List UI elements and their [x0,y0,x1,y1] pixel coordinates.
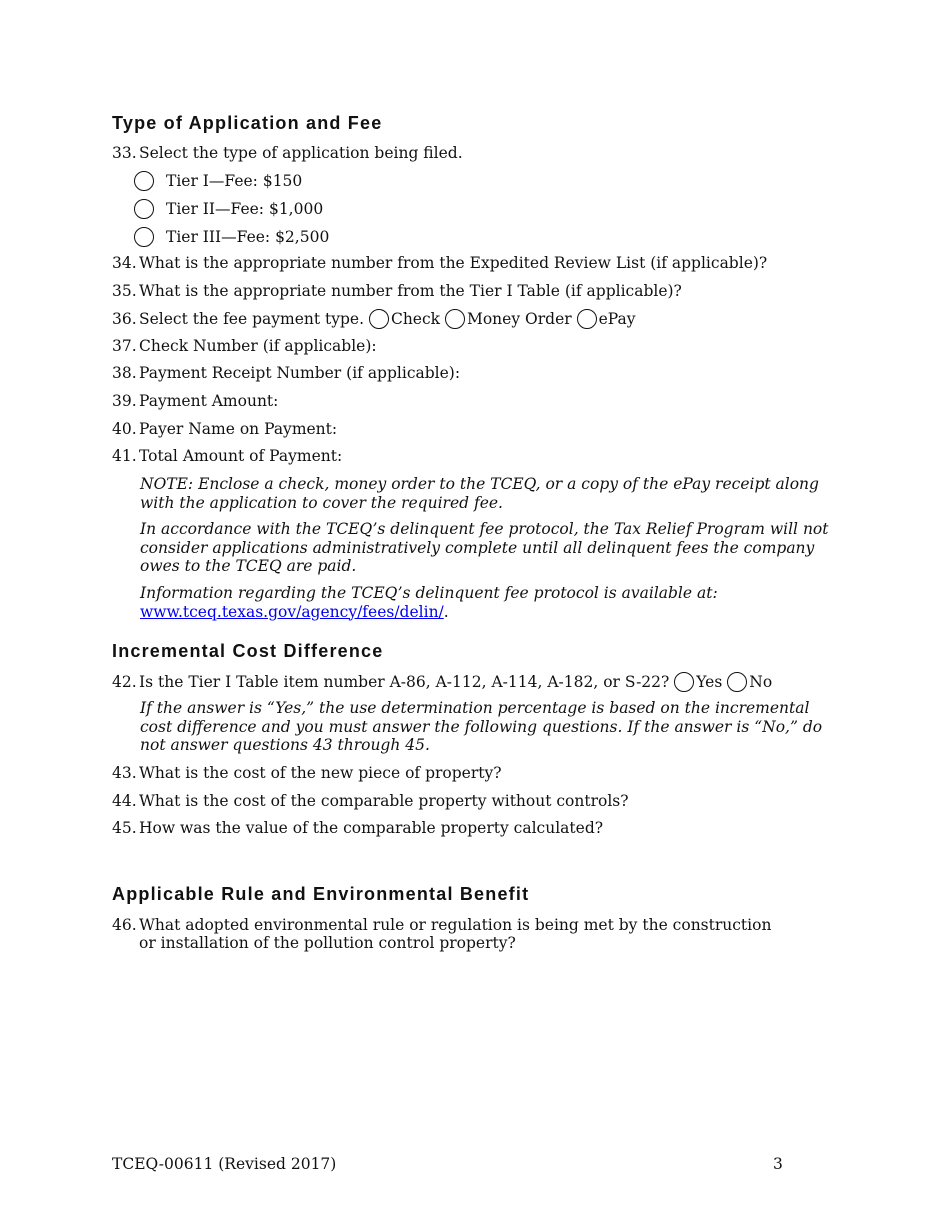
question-number: 34. [112,254,137,272]
question-number: 39. [112,392,137,410]
question-number: 45. [112,819,137,837]
radio-option-yes[interactable] [674,673,722,691]
question-text: Select the fee payment type. [139,310,365,328]
radio-option-no[interactable] [727,673,772,691]
radio-option-check[interactable] [369,310,440,328]
question-text: What is the appropriate number from the Expedited Review List (if applicable)? [139,254,768,272]
question-number: 33. [112,144,137,162]
radio-label: Tier I—Fee: $150 [166,172,303,190]
question-45 [112,819,603,837]
radio-label: Money Order [466,310,572,328]
section-title-fee: Type of Application and Fee [112,113,383,133]
question-text: Check Number (if applicable): [139,337,377,355]
question-35 [112,282,682,300]
question-number: 46. [112,916,137,934]
info-text: Information regarding the TCEQ’s delinquent fee protocol is available at: [140,584,718,602]
radio-option-tier3[interactable] [134,227,329,247]
radio-label: Tier II—Fee: $1,000 [166,200,324,218]
radio-button[interactable] [134,227,154,247]
question-text: Total Amount of Payment: [139,447,343,465]
radio-label: ePay [598,310,636,328]
question-44 [112,792,629,810]
question-number: 37. [112,337,137,355]
question-37 [112,337,377,355]
radio-button[interactable] [134,171,154,191]
question-text: Payment Receipt Number (if applicable): [139,364,461,382]
question-text: How was the value of the comparable property calculated? [139,819,604,837]
question-number: 44. [112,792,137,810]
radio-option-epay[interactable] [577,310,636,328]
radio-option-tier1[interactable] [134,171,302,191]
radio-option-tier2[interactable] [134,199,323,219]
note-enclose: NOTE: Enclose a check, money order to the TCEQ, or a copy of the ePay receipt along with the application to cover the required fee. [140,475,819,512]
question-34 [112,254,767,272]
question-38 [112,364,460,382]
note-info [140,584,842,621]
question-text: What is the appropriate number from the Tier I Table (if applicable)? [139,282,682,300]
question-42 [112,672,772,692]
question-text: What is the cost of the comparable property without controls? [139,792,629,810]
note-delinquent: In accordance with the TCEQ’s delinquent fee protocol, the Tax Relief Program will not consider applications administratively complete until all delinquent fees the company owes to the TCEQ are paid. [140,520,829,575]
question-number: 36. [112,310,137,328]
question-39 [112,392,278,410]
radio-option-money-order[interactable] [445,310,572,328]
radio-button[interactable] [134,199,154,219]
question-text: What is the cost of the new piece of property? [139,764,502,782]
section-title-incremental: Incremental Cost Difference [112,641,384,661]
radio-label: Check [390,310,441,328]
radio-label: Tier III—Fee: $2,500 [166,228,330,246]
info-suffix: . [443,602,449,621]
radio-button[interactable] [369,309,389,329]
footer-page-number: 3 [773,1155,783,1173]
radio-label: No [749,673,773,691]
delinquent-fee-link[interactable]: www.tceq.texas.gov/agency/fees/delin/ [140,602,444,621]
section-title-rule: Applicable Rule and Environmental Benefit [112,884,530,904]
question-number: 40. [112,420,137,438]
question-text: Is the Tier I Table item number A-86, A-112, A-114, A-182, or S-22? [139,673,670,691]
question-36 [112,309,636,329]
radio-button[interactable] [445,309,465,329]
radio-label: Yes [696,673,723,691]
question-number: 35. [112,282,137,300]
question-number: 42. [112,673,137,691]
footer-form-id: TCEQ-00611 (Revised 2017) [112,1155,337,1173]
question-number: 38. [112,364,137,382]
question-43 [112,764,502,782]
note-incremental: If the answer is “Yes,” the use determination percentage is based on the incremental cost difference and you must answer the following questions. If the answer is “No,” do not answer questions 43 through 45. [140,699,823,754]
question-text: Payer Name on Payment: [139,420,338,438]
question-text: Select the type of application being filed. [139,144,463,162]
question-46 [112,916,812,952]
radio-button[interactable] [674,672,694,692]
question-number: 43. [112,764,137,782]
radio-button[interactable] [727,672,747,692]
question-text: Payment Amount: [139,392,279,410]
question-41 [112,447,342,465]
question-33 [112,144,463,162]
question-number: 41. [112,447,137,465]
question-40 [112,420,337,438]
radio-button[interactable] [577,309,597,329]
question-text: What adopted environmental rule or regulation is being met by the construction or installation of the pollution control property? [139,916,772,952]
